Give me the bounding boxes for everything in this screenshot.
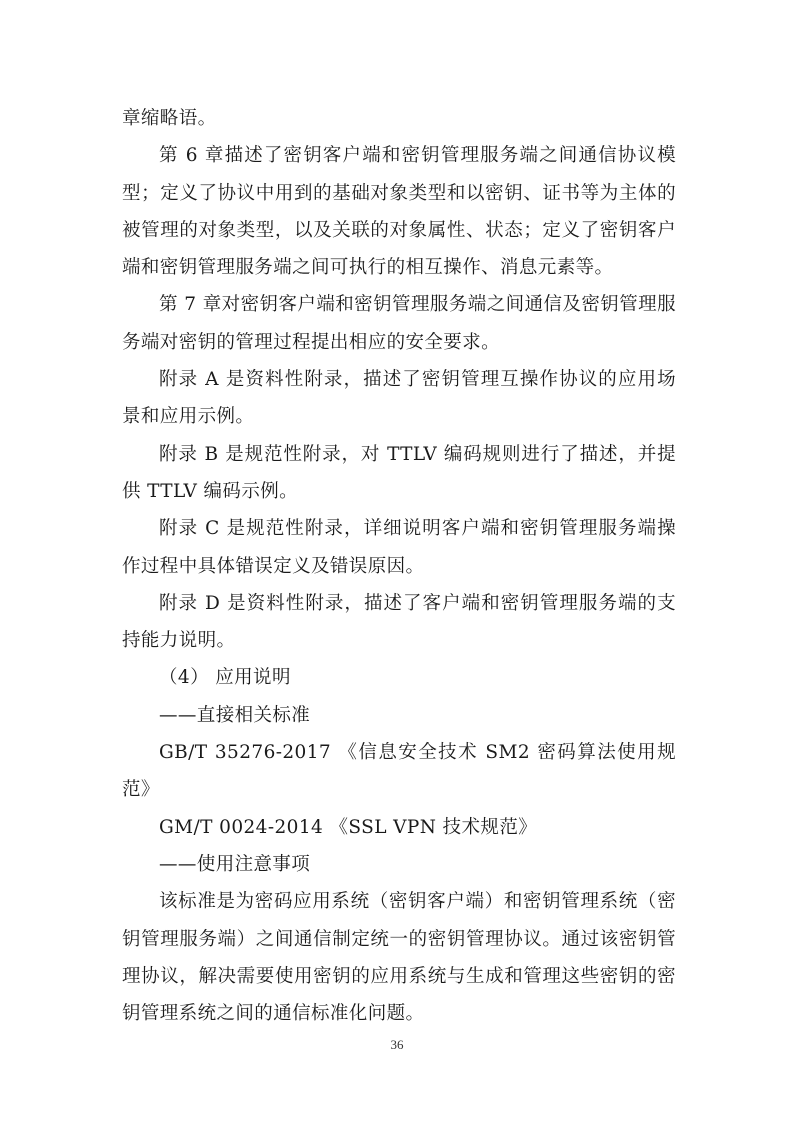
section-heading-application-notes: （4） 应用说明 [159,667,291,689]
related-standard-gb-t-35276: GB/T 35276-2017 《信息安全技术 SM2 密码算法使用规范》 [122,742,676,801]
paragraph-usage-notes: 该标准是为密码应用系统（密钥客户端）和密钥管理系统（密钥管理服务端）之间通信制定统一的密钥管理协议。通过该密钥管理协议，解决需要使用密钥的应用系统与生成和管理这些密钥的密钥管理系统之间的通信标准化问题。 [122,891,676,1025]
paragraph-appendix-d: 附录 D 是资料性附录，描述了客户端和密钥管理服务端的支持能力说明。 [122,592,676,652]
paragraph-appendix-b: 附录 B 是规范性附录，对 TTLV 编码规则进行了描述，并提供 TTLV 编码示例。 [122,443,676,502]
paragraph-appendix-a: 附录 A 是资料性附录，描述了密钥管理互操作协议的应用场景和应用示例。 [122,369,676,428]
body-text [122,100,676,1032]
paragraph-chapter-7: 第 7 章对密钥客户端和密钥管理服务端之间通信及密钥管理服务端对密钥的管理过程提出相应的安全要求。 [122,294,676,353]
related-standard-gm-t-0024: GM/T 0024-2014 《SSL VPN 技术规范》 [159,816,538,838]
subheading-usage-notes: ——使用注意事项 [159,853,311,875]
page-number: 36 [390,1037,404,1052]
subheading-related-standards: ——直接相关标准 [159,704,311,726]
paragraph-chapter-6: 第 6 章描述了密钥客户端和密钥管理服务端之间通信协议模型；定义了协议中用到的基础对象类型和以密钥、证书等为主体的被管理的对象类型，以及关联的对象属性、状态；定义了密钥客户端和密钥管理服务端之间可执行的相互操作、消息元素等。 [122,145,676,279]
paragraph-appendix-c: 附录 C 是规范性附录，详细说明客户端和密钥管理服务端操作过程中具体错误定义及错误原因。 [122,518,676,577]
paragraph-abbreviations: 章缩略语。 [122,108,217,129]
